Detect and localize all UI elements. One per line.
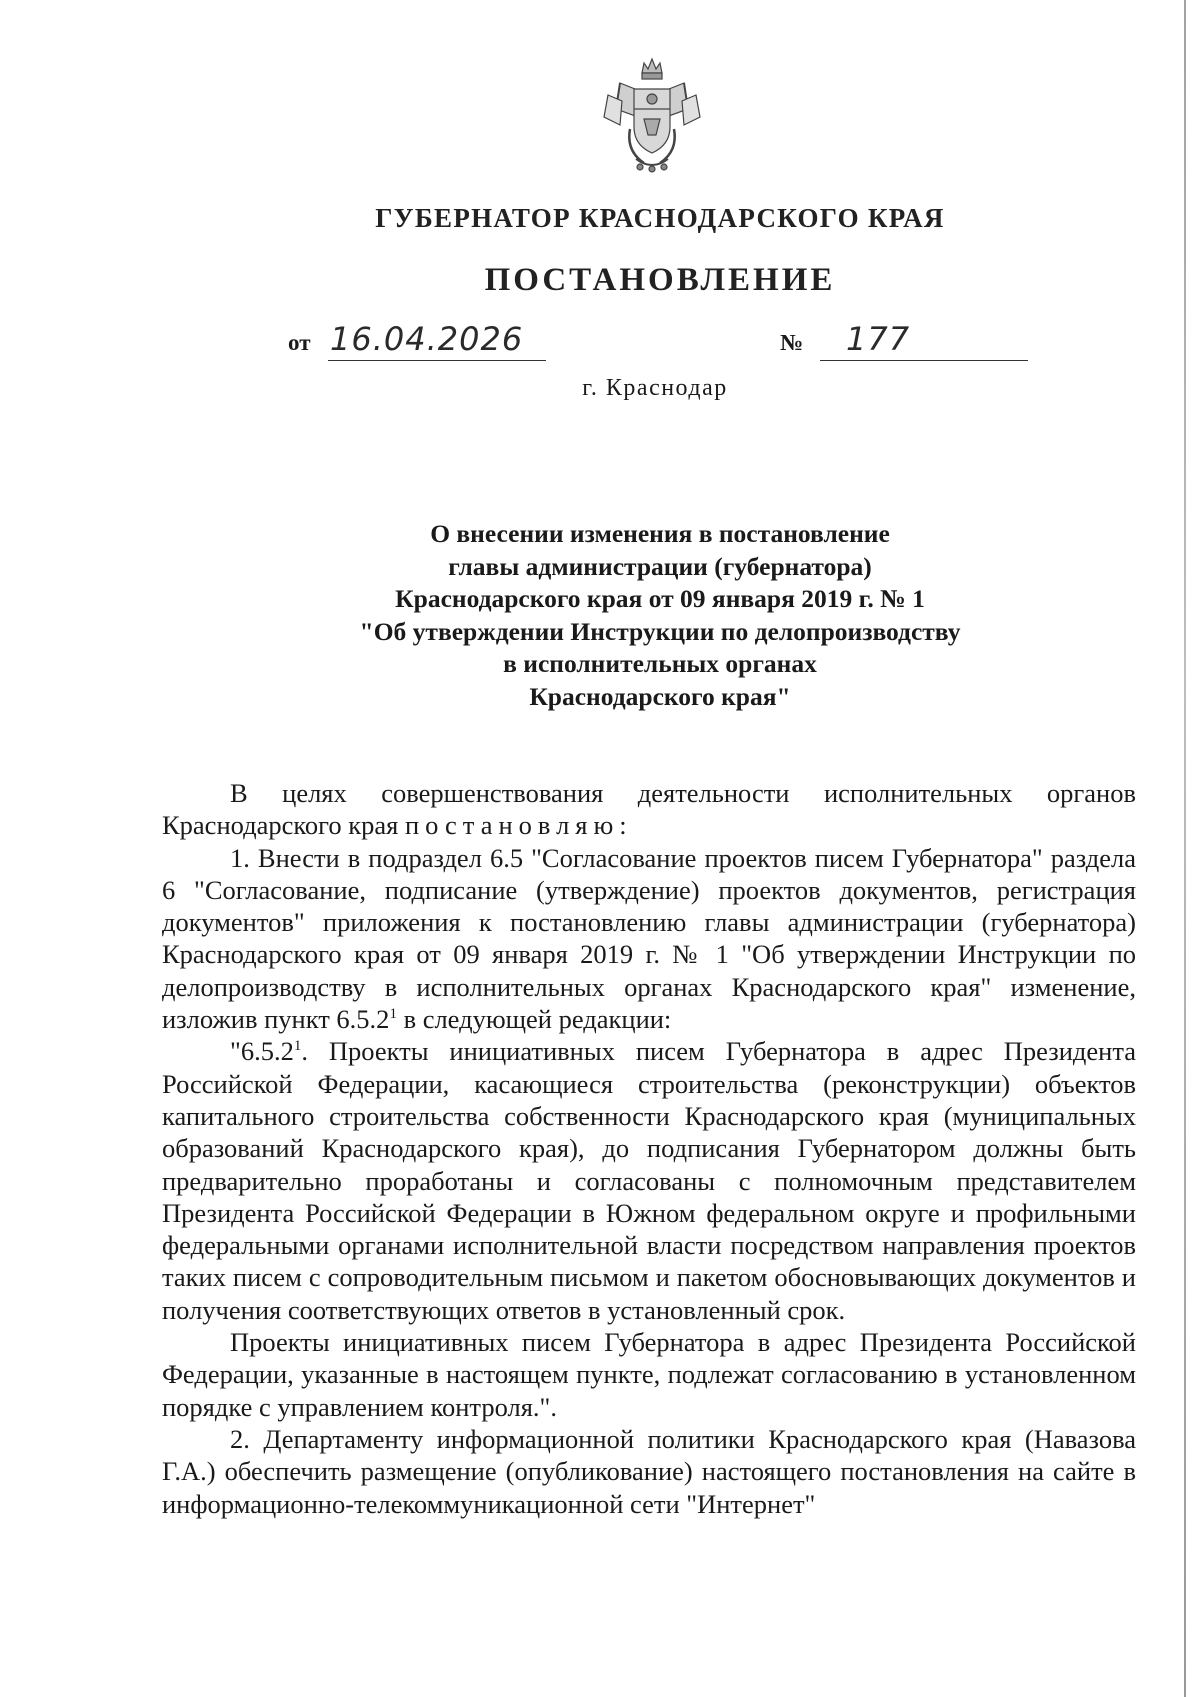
date-label: от bbox=[288, 330, 311, 355]
item-1-text-end: в следующей редакции: bbox=[396, 1004, 672, 1035]
body-paragraph-quote-2: Проекты инициативных писем Губернатора в адрес Президента Российской Федерации, указанные в настоящем пункте, подлежат согласованию в установленном порядке с управлением контроля.". bbox=[162, 1327, 1136, 1422]
subject-line: "Об утверждении Инструкции по делопроизводству bbox=[359, 616, 961, 646]
scan-edge bbox=[1184, 0, 1186, 1697]
date-underline bbox=[328, 360, 546, 361]
subject-line: О внесении изменения в постановление bbox=[430, 519, 890, 548]
number-label: № bbox=[780, 330, 804, 355]
decree-word: постановляю: bbox=[404, 810, 633, 841]
quote-text: . Проекты инициативных писем Губернатора в адрес Президента Российской Федерации, касающиеся строительства (реконструкции) объектов капитального строительства собственности Краснодарского края (муниципальных образований Краснодарского края), до подписания Губернатором должны быть предварительно проработаны и согласованы с полномочным представителем Президента Российской Федерации в Южном федеральном округе и профильными федеральными органами исполнительной власти посредством направления проектов таких писем с сопроводительным письмом и пакетом обосновывающих документов и получения соответствующих ответов в установленный срок. bbox=[162, 1036, 1136, 1325]
subject-line: главы администрации (губернатора) bbox=[448, 551, 872, 581]
number-underline bbox=[820, 360, 1028, 361]
document-subject bbox=[0, 518, 1200, 714]
subject-line: в исполнительных органах bbox=[503, 649, 817, 679]
document-body bbox=[162, 777, 1136, 1520]
date-value: 16.04.2026 bbox=[330, 320, 524, 358]
superscript: 1 bbox=[293, 1038, 302, 1055]
body-paragraph-item-2: 2. Департаменту информационной политики Краснодарского края (Навазова Г.А.) обеспечить размещение (опубликование) настоящего постановления на сайте в информационно-телекоммуникационной сети "Интернет" bbox=[162, 1423, 1136, 1519]
item-1-text: 1. Внести в подраздел 6.5 "Согласование проектов писем Губернатора" раздела 6 "Согласование, подписание (утверждение) проектов документов, регистрация документов" приложения к постановлению главы администрации (губернатора) Краснодарского края от 09 января 2019 г. № 1 "Об утверждении Инструкции по делопроизводству в исполнительных органах Краснодарского края" изменение, изложив пункт 6.5.2 bbox=[162, 842, 1136, 1035]
document-type-title: ПОСТАНОВЛЕНИЕ bbox=[484, 262, 836, 298]
body-paragraph-intro bbox=[162, 777, 1136, 842]
coat-of-arms-emblem bbox=[600, 55, 704, 175]
body-paragraph-quote bbox=[162, 1035, 1136, 1326]
subject-line: Краснодарского края от 09 января 2019 г. № 1 bbox=[395, 584, 925, 614]
subject-line: Краснодарского края" bbox=[529, 681, 791, 711]
authority-title: ГУБЕРНАТОР КРАСНОДАРСКОГО КРАЯ bbox=[375, 203, 945, 233]
body-paragraph-item-1 bbox=[162, 842, 1136, 1036]
date-number-row bbox=[288, 320, 1028, 364]
quote-start: "6.5.2 bbox=[230, 1036, 294, 1067]
superscript: 1 bbox=[389, 1006, 397, 1023]
intro-text: В целях совершенствования деятельности исполнительных органов Краснодарского края bbox=[162, 778, 1136, 841]
number-value: 177 bbox=[846, 320, 911, 358]
city-label: г. Краснодар bbox=[582, 375, 728, 401]
